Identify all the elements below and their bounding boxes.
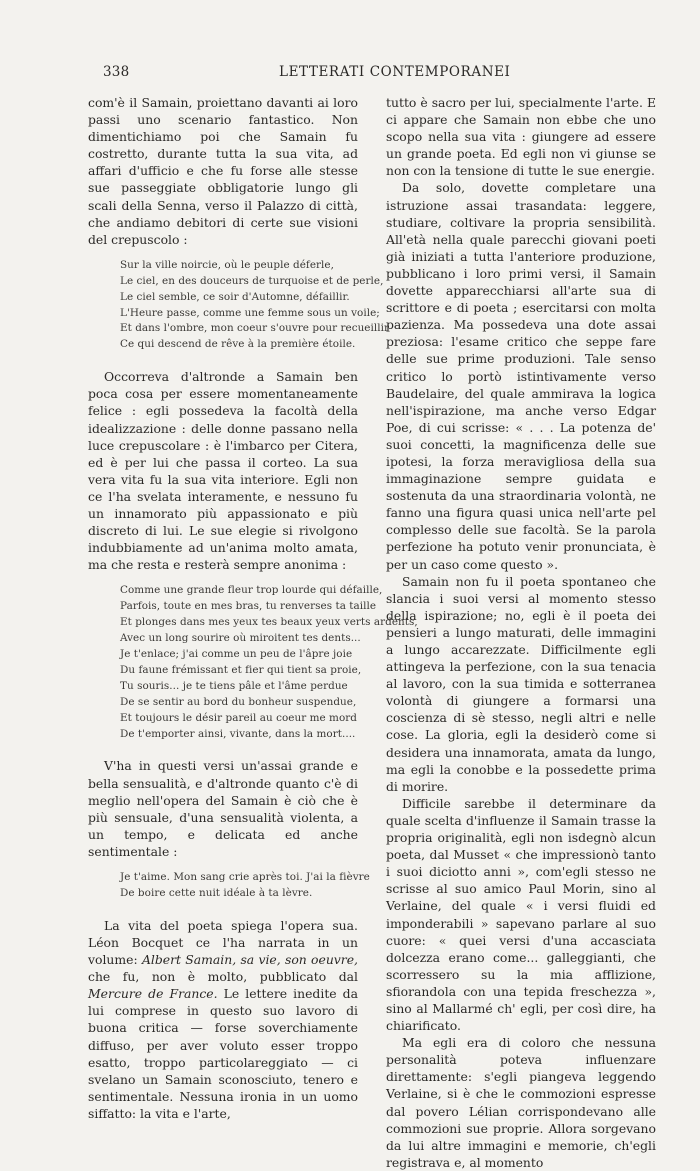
- paragraph: Difficile sarebbe il determinare da quale scelta d'influenze il Samain trasse la propria originalità, egli non isdegnò alcun poeta, dal Musset « che impressionò tanto i suoi diciotto anni », com'egli stesso ne scrisse al suo amico Paul Morin, sino al Verlaine, del quale « i versi fluidi ed imponderabili » sapevano parlare al suo cuore: « quei versi d'una accasciata dolcezza erano come... galleggianti, che scorressero su la mia afflizione, sfiorandola con una tepida freschezza », sino al Mallarmé ch' egli, per così dire, ha chiarificato.: [386, 795, 656, 1034]
- right-column: [386, 94, 656, 1171]
- left-column: [88, 94, 418, 1122]
- verse-line: L'Heure passe, comme une femme sous un voile;: [120, 306, 380, 319]
- verse-line: Et toujours le désir pareil au coeur me mord: [120, 711, 357, 724]
- verse-line: Et plonges dans mes yeux tes beaux yeux verts ardents,: [120, 616, 418, 629]
- page-number: 338: [103, 64, 130, 80]
- verse-line: Comme une grande fleur trop lourde qui défaille,: [120, 584, 383, 597]
- book-title: Albert Samain, sa vie, son oeuvre,: [141, 952, 358, 968]
- verse-block: [120, 870, 370, 902]
- paragraph: V'ha in questi versi un'assai grande e bella sensualità, e d'altronde quanto c'è di meglio nell'opera del Samain è ciò che è più sensuale, d'una sensualità violenta, a un tempo, e delicata ed anche sentimentale :: [88, 758, 358, 859]
- running-title: LETTERATI CONTEMPORANEI: [279, 64, 511, 80]
- verse-line: Tu souris... je te tiens pâle et l'âme perdue: [120, 679, 348, 692]
- journal-title: Mercure de France.: [88, 986, 218, 1002]
- paragraph: [88, 917, 358, 1122]
- verse-line: Sur la ville noircie, où le peuple déferle,: [120, 258, 334, 271]
- paragraph: com'è il Samain, proiettano davanti ai loro passi uno scenario fantastico. Non dimentichiamo poi che Samain fu costretto, durante tutta la sua vita, ad affari d'ufficio e che fu forse alle stesse sue passeggiate obbligatorie lungo gli scali della Senna, verso il Palazzo di città, che andiamo debitori di certe sue visioni del crepuscolo :: [88, 95, 358, 247]
- verse-block: [120, 258, 390, 353]
- verse-block: [120, 583, 418, 742]
- paragraph: Da solo, dovette completare una istruzione assai trasandata: leggere, studiare, coltivare la propria sensibilità. All'età nella quale parecchi giovani poeti già iniziati a tutta l'anteriore produzione, pubblicano i loro primi versi, il Samain dovette apparecchiarsi all'arte sua di scrittore e di poeta ; esercitarsi con molta pazienza. Ma possedeva una dote assai preziosa: l'esame critico che seppe fare delle sue prime produzioni. Tale senso critico lo portò istintivamente verso Baudelaire, del quale ammirava la logica nell'ispirazione, ma anche verso Edgar Poe, di cui scrisse: « . . . La potenza de' suoi concetti, la magnificenza delle sue ipotesi, la forza meravigliosa della sua immaginazione sempre guidata e sostenuta da una straordinaria volontà, ne fanno una figura quasi unica nell'arte pel complesso delle sue facoltà. Se la parola perfezione ha potuto venir pronunciata, è per un caso come questo ».: [386, 180, 656, 572]
- verse-line: Avec un long sourire où miroitent tes dents...: [120, 632, 361, 645]
- text-run: che fu, non è molto, pubblicato dal: [88, 969, 358, 985]
- page-header: [103, 62, 647, 84]
- verse-line: Du faune frémissant et fier qui tient sa proie,: [120, 663, 362, 676]
- verse-line: De boire cette nuit idéale à ta lèvre.: [120, 886, 313, 899]
- paragraph: tutto è sacro per lui, specialmente l'arte. E ci appare che Samain non ebbe che uno scopo nella sua vita : giungere ad essere un grande poeta. Ed egli non vi giunse se non con la tensione di tutte le sue energie.: [386, 95, 656, 179]
- paragraph: Samain non fu il poeta spontaneo che slancia i suoi versi al momento stesso della ispirazione; no, egli è il poeta dei pensieri a lungo maturati, delle immagini a lungo accarezzate. Difficilmente egli attingeva la perfezione, con la sua tenacia al lavoro, con la sua timida e sotterranea volontà di giungere a formarsi una coscienza di sè stesso, negli altri e nelle cose. La gloria, egli la desiderò come si desidera una innamorata, amata da lungo, ma egli la conobbe e la possedette prima di morire.: [386, 573, 656, 794]
- paragraph: Occorreva d'altronde a Samain ben poca cosa per essere momentaneamente felice : egli possedeva la facoltà della idealizzazione : delle donne passano nella luce crepuscolare : è l'imbarco per Citera, ed è per lui che passa il corteo. La sua vera vita fu la sua vita interiore. Egli non ce l'ha svelata interamente, e nessuno fu un innamorato più appassionato e più discreto di lui. Le sue elegie si rivolgono indubbiamente ad un'anima molto amata, ma che resta e resterà sempre anonima :: [88, 369, 358, 573]
- verse-line: Et dans l'ombre, mon coeur s'ouvre pour recueillir: [120, 322, 390, 335]
- paragraph: Ma egli era di coloro che nessuna personalità poteva influenzare direttamente: s'egli piangeva leggendo Verlaine, si è che le commozioni espresse dal povero Lélian corrispondevano alle commozioni sue proprie. Allora sorgevano da lui altre immagini e memorie, ch'egli registrava e, al momento: [386, 1035, 656, 1170]
- verse-line: Le ciel, en des douceurs de turquoise et de perle,: [120, 274, 384, 287]
- text-run: Le lettere inedite da lui comprese in questo suo lavoro di buona critica — forse soverchiamente diffuso, per aver voluto esser troppo esatto, troppo particolareggiato — ci svelano un Samain sconosciuto, tenero e sentimentale. Nessuna ironia in un uomo siffatto: la vita e l'arte,: [88, 986, 359, 1121]
- verse-line: Le ciel semble, ce soir d'Automne, défaillir.: [120, 290, 350, 303]
- text-run: La vita del poeta spiega l'opera sua. Léon Bocquet ce l'ha narrata in un volume:: [88, 917, 358, 968]
- verse-line: De se sentir au bord du bonheur suspendue,: [120, 695, 357, 708]
- verse-line: Je t'enlace; j'ai comme un peu de l'âpre joie: [120, 648, 353, 661]
- verse-line: Parfois, toute en mes bras, tu renverses ta taille: [120, 600, 377, 613]
- verse-line: De t'emporter ainsi, vivante, dans la mort....: [120, 727, 356, 740]
- verse-line: Je t'aime. Mon sang crie après toi. J'ai la fièvre: [120, 871, 370, 884]
- verse-line: Ce qui descend de rêve à la première étoile.: [120, 338, 356, 351]
